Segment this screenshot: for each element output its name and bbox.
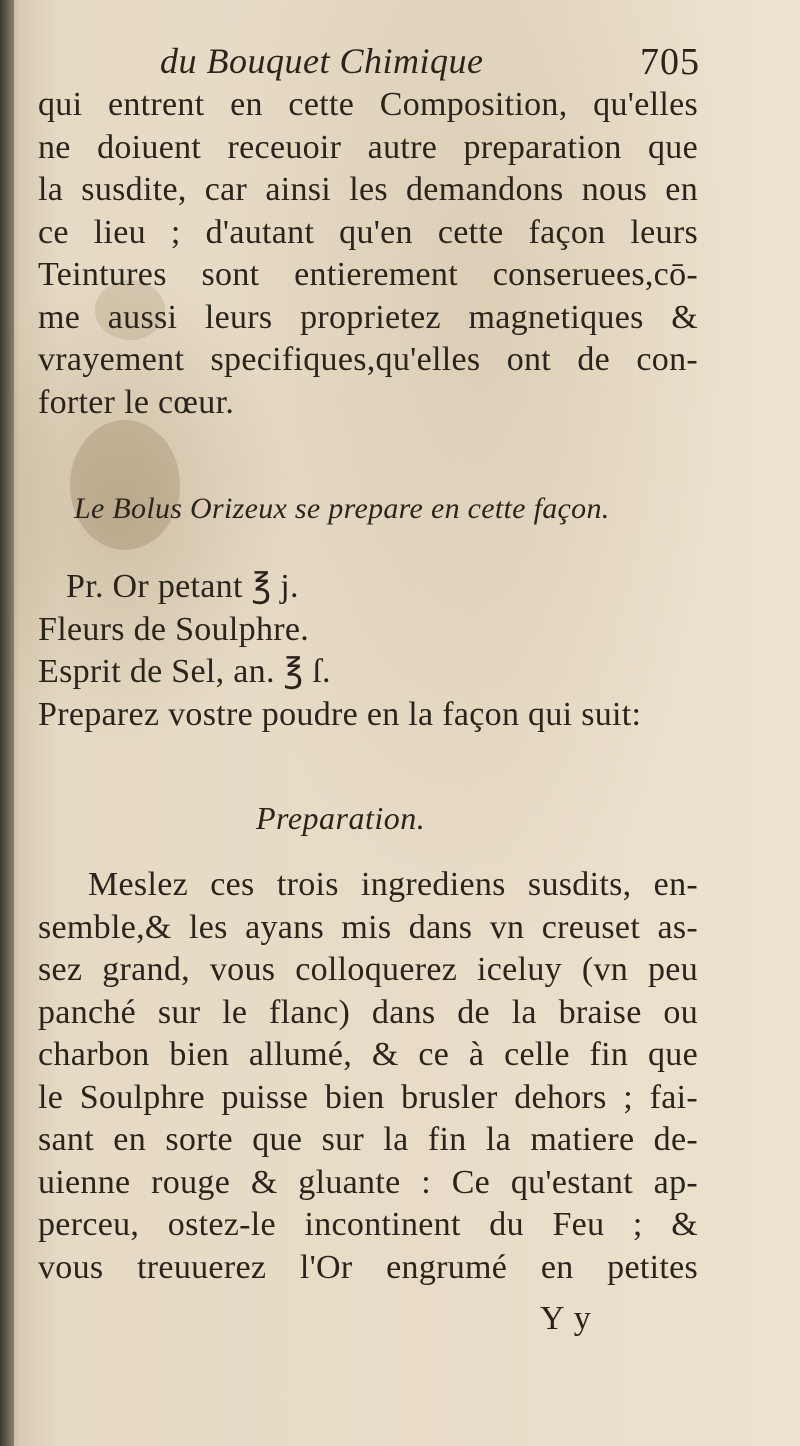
ink-stain — [70, 420, 180, 550]
text-line: ce lieu ; d'autant qu'en cette façon leurs — [38, 213, 698, 251]
text-line: Meslez ces trois ingrediens susdits, en- — [88, 866, 698, 903]
page-number: 705 — [640, 41, 700, 83]
text-line: panché sur le flanc) dans de la braise ou — [38, 993, 698, 1031]
page-gutter-shadow — [0, 0, 14, 1446]
text-line: sez grand, vous colloquerez iceluy (vn peu — [38, 951, 698, 988]
ingredient-line: Preparez vostre poudre en la façon qui suit: — [38, 695, 642, 733]
text-line: charbon bien allumé, & ce à celle fin que — [38, 1036, 698, 1073]
text-line: vous treuuerez l'Or engrumé en petites — [38, 1248, 698, 1286]
text-line: uienne rouge & gluante : Ce qu'estant ap- — [38, 1163, 698, 1201]
text-line: qui entrent en cette Composition, qu'elles — [38, 86, 698, 123]
running-title: du Bouquet Chimique — [160, 41, 484, 81]
preparation-heading: Preparation. — [256, 800, 426, 836]
text-line: vrayement specifiques,qu'elles ont de con- — [38, 341, 698, 378]
text-line: la susdite, car ainsi les demandons nous en — [38, 171, 698, 208]
text-line: le Soulphre puisse bien brusler dehors ; fai- — [38, 1078, 698, 1116]
text-line: Teintures sont entierement conseruees,cō- — [38, 256, 698, 293]
paragraph-2 — [38, 864, 698, 1289]
text-line: me aussi leurs proprietez magnetiques & — [38, 298, 698, 336]
catchword: Y y — [540, 1300, 592, 1337]
text-line: ne doiuent receuoir autre preparation que — [38, 128, 698, 166]
ingredient-line: Pr. Or petant ℥ j. — [66, 568, 299, 605]
ingredient-line: Esprit de Sel, an. ℥ ſ. — [38, 653, 331, 690]
paragraph-1 — [38, 84, 698, 424]
text-line: sant en sorte que sur la fin la matiere de- — [38, 1121, 698, 1158]
text-line: forter le cœur. — [38, 383, 235, 421]
ingredients-list — [38, 566, 698, 736]
recipe-title: Le Bolus Orizeux se prepare en cette façon. — [74, 492, 610, 525]
ingredient-line: Fleurs de Soulphre. — [38, 610, 310, 648]
text-line: semble,& les ayans mis dans vn creuset as- — [38, 908, 698, 946]
text-line: perceu, ostez-le incontinent du Feu ; & — [38, 1206, 698, 1243]
